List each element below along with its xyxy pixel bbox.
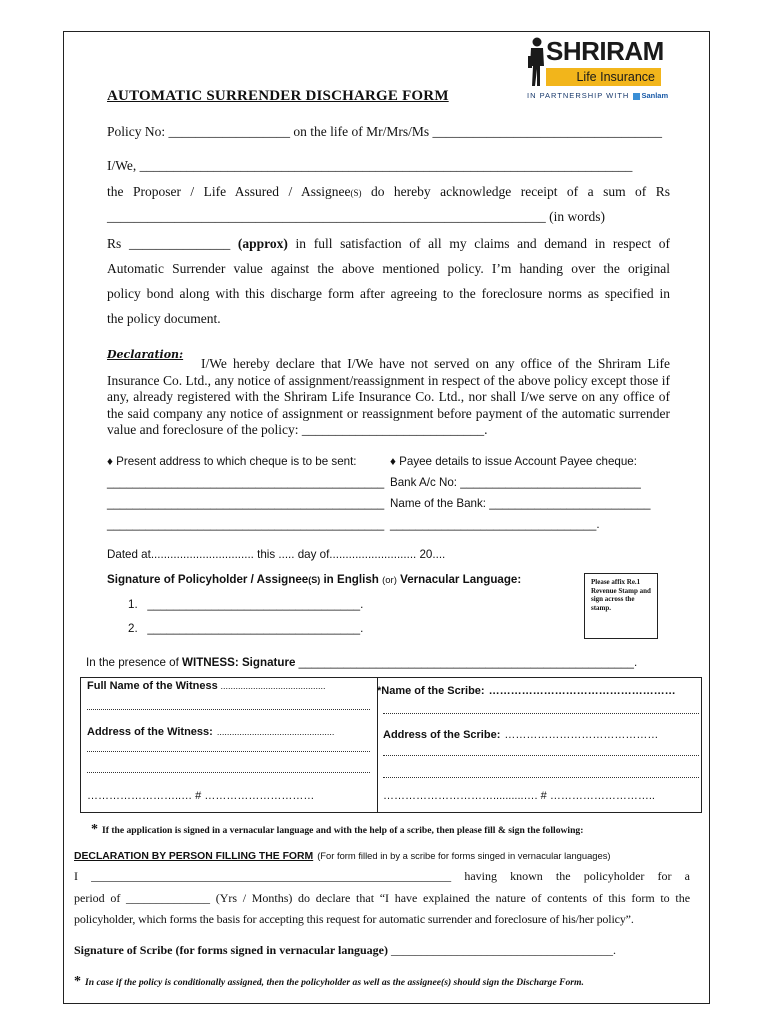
scribe-signature-field[interactable]: _____________________________________. (391, 943, 616, 957)
logo-brand: SHRIRAM (546, 36, 664, 66)
witness-last-line[interactable]: ……………………..… # ………………………… (87, 790, 315, 802)
ack-line-5: policy bond along with this discharge form after agreeing to the foreclosure norms as specified in (107, 286, 670, 301)
witness-name-field[interactable]: .......................................... (220, 681, 326, 691)
payee-label: ♦ Payee details to issue Account Payee cheque: (390, 455, 637, 468)
iwe-name-field[interactable]: _________________________________________________________________________ (139, 158, 633, 173)
payee-line-3[interactable]: ________________________________. (390, 518, 600, 531)
signature-1-field[interactable]: _________________________________. (147, 598, 364, 611)
witness-name-row: Full Name of the Witness .......................................... (87, 680, 326, 692)
address-line-2[interactable]: ___________________________________________ (107, 497, 385, 510)
life-assured-field[interactable]: __________________________________ (432, 124, 663, 139)
address-line-1[interactable]: ___________________________________________ (107, 476, 385, 489)
scribe-name-line-2[interactable] (383, 713, 699, 714)
signature-2: 2. _________________________________. (128, 622, 364, 635)
dated-line[interactable]: Dated at................................ this ..... day of........................... 20.... (107, 548, 446, 561)
witness-address-line-2[interactable] (87, 751, 370, 752)
scribe-last-line[interactable]: …………………………..........…. # ……………………….. (383, 790, 655, 802)
witness-address-row: Address of the Witness: ............................................... (87, 726, 335, 738)
bank-ac-row: Bank A/c No: ____________________________ (390, 476, 641, 489)
logo-partnership: IN PARTNERSHIP WITH Sanlam (527, 91, 669, 100)
policy-line: Policy No: __________________ on the life of Mr/Mrs/Ms __________________________________ (107, 124, 663, 139)
ack-line-6: the policy document. (107, 311, 221, 326)
known-period-field[interactable]: ______________ (126, 891, 211, 905)
witness-signature-line: In the presence of WITNESS: Signature ____________________________________________________. (86, 656, 638, 669)
signature-label: Signature of Policyholder / Assignee(S) in English (or) Vernacular Language: (107, 573, 522, 586)
logo-sub: Life Insurance (546, 68, 661, 86)
witness-name-line-2[interactable] (87, 709, 370, 710)
declaration-text: I/We hereby declare that I/We have not served on any office of the Shriram Life Insurance Co. Ltd., any notice of assignment/reassignment in respect of the above policy except those if any, already registered with the Shriram Life Insurance Co. Ltd., nor shall I/we serve on any office of the said company any notice of assignment or reassignment before payment of the automatic surrender value and foreclosure of the policy: ___________________________. (107, 356, 670, 438)
scribe-address-line-2[interactable] (383, 755, 699, 756)
address-label: ♦ Present address to which cheque is to be sent: (107, 455, 357, 468)
form-title: AUTOMATIC SURRENDER DISCHARGE FORM (107, 88, 449, 104)
ack-line-2: _________________________________________________________________ (in words) (107, 209, 605, 224)
scribe-declaration-heading: DECLARATION BY PERSON FILLING THE FORM (For form filled in by a scribe for forms singed in vernacular languages) (74, 850, 611, 862)
scribe-decl-line-1: I ____________________________________________________________ having known the policyholder for a (74, 869, 691, 883)
witness-scribe-table (80, 677, 702, 813)
ack-line-3: Rs _______________ (approx) in full satisfaction of all my claims and demand in respect of (107, 236, 671, 251)
footer-note: * In case if the policy is conditionally assigned, then the policyholder as well as the assignee(s) should sign the Discharge Form. (74, 974, 584, 989)
bank-ac-field[interactable]: ____________________________ (460, 476, 641, 489)
revenue-stamp-box: Please affix Re.1 Revenue Stamp and sign across the stamp. (584, 573, 658, 639)
bank-name-row: Name of the Bank: _________________________ (390, 497, 651, 510)
ack-line-1: the Proposer / Life Assured / Assignee(S) do hereby acknowledge receipt of a sum of Rs (107, 184, 671, 199)
declaration-heading: Declaration: (107, 348, 184, 361)
witness-address-field[interactable]: ............................................... (216, 727, 335, 737)
scribe-note: * If the application is signed in a vernacular language and with the help of a scribe, then please fill & sign the following: (91, 822, 584, 837)
policy-number-field[interactable]: __________________ (168, 124, 291, 139)
bank-name-field[interactable]: _________________________ (489, 497, 651, 510)
scribe-decl-line-3: policyholder, which forms the basis for accepting this request for automatic surrender and foreclosure of his/her policy”. (74, 912, 634, 926)
scribe-decl-line-2: period of ______________ (Yrs / Months) do declare that “I have explained the nature of contents of this form to the (74, 891, 691, 905)
signature-1: 1. _________________________________. (128, 598, 364, 611)
iwe-line: I/We, _________________________________________________________________________ (107, 158, 633, 173)
scribe-name-row: *Name of the Scribe: …………………………………………… (377, 685, 676, 697)
amount-words-field[interactable]: _________________________________________________________________ (107, 209, 546, 224)
scribe-address-line-3[interactable] (383, 777, 699, 778)
scribe-name-field[interactable]: …………………………………………… (488, 685, 676, 697)
scribe-signature-line: Signature of Scribe (for forms signed in vernacular language) _____________________________________. (74, 943, 616, 957)
signature-2-field[interactable]: _________________________________. (147, 622, 364, 635)
amount-rs-field[interactable]: _______________ (128, 236, 231, 251)
scribe-name-decl-field[interactable]: ____________________________________________________________ (91, 869, 452, 883)
scribe-address-row: Address of the Scribe: …………………………………… (383, 729, 659, 741)
ack-line-4: Automatic Surrender value against the above mentioned policy. I’m handing over the original (107, 261, 670, 276)
scribe-address-field[interactable]: …………………………………… (504, 729, 659, 741)
witness-address-line-3[interactable] (87, 772, 370, 773)
sanlam-icon (633, 93, 640, 100)
address-line-3[interactable]: ___________________________________________ (107, 518, 385, 531)
witness-signature-field[interactable]: ____________________________________________________. (298, 656, 638, 669)
logo-figure-icon (528, 36, 546, 88)
